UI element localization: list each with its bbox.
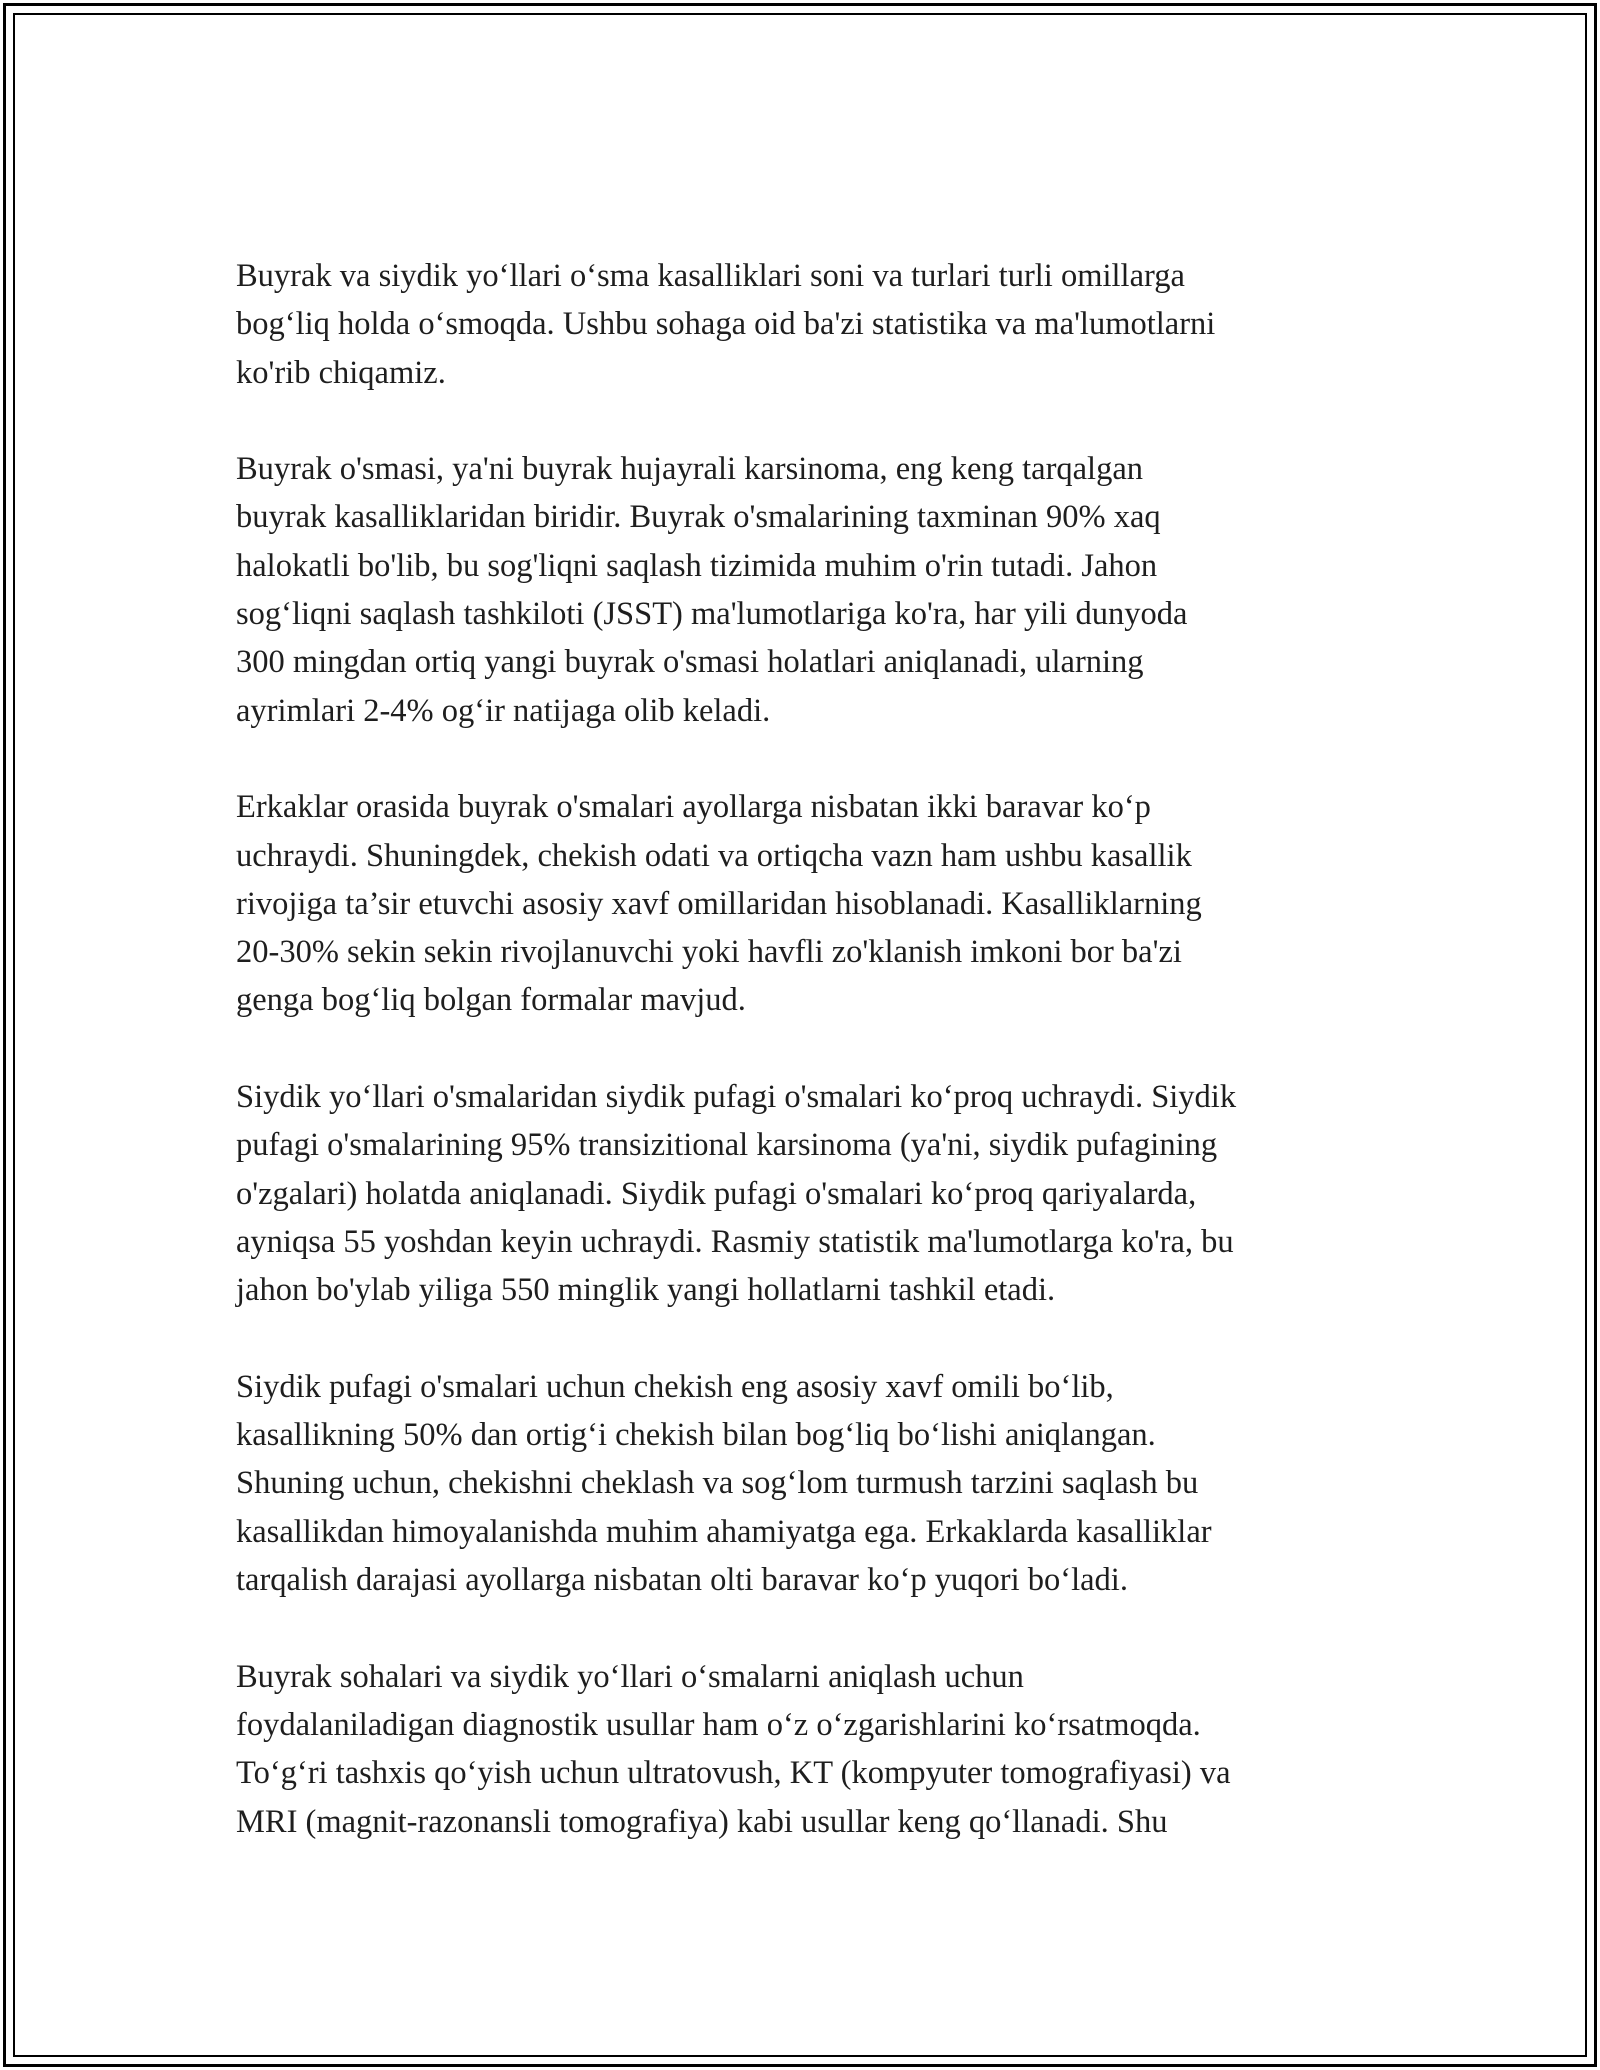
text-line: buyrak kasalliklaridan biridir. Buyrak o'smalarining taxminan 90% xaq — [236, 499, 1161, 536]
text-line: kasallikdan himoyalanishda muhim ahamiyatga ega. Erkaklarda kasalliklar — [236, 1513, 1212, 1550]
paragraph-4 — [236, 1073, 1376, 1314]
text-line: halokatli bo'lib, bu sog'liqni saqlash tizimida muhim o'rin tutadi. Jahon — [236, 547, 1158, 584]
paragraph-1 — [236, 252, 1376, 397]
text-line: Siydik pufagi o'smalari uchun chekish eng asosiy xavf omili bo‘lib, — [236, 1368, 1114, 1405]
text-line: bog‘liq holda o‘smoqda. Ushbu sohaga oid ba'zi statistika va ma'lumotlarni — [236, 306, 1216, 343]
text-line: To‘g‘ri tashxis qo‘yish uchun ultratovush, KT (kompyuter tomografiyasi) va — [236, 1755, 1231, 1792]
text-line: ko'rib chiqamiz. — [236, 354, 446, 391]
paragraph-5 — [236, 1363, 1376, 1604]
text-line: Siydik yo‘llari o'smalaridan siydik pufagi o'smalari ko‘proq uchraydi. Siydik — [236, 1079, 1237, 1116]
text-line: pufagi o'smalarining 95% transizitional karsinoma (ya'ni, siydik pufagining — [236, 1127, 1218, 1164]
text-line: o'zgalari) holatda aniqlanadi. Siydik pufagi o'smalari ko‘proq qariyalarda, — [236, 1175, 1197, 1212]
text-line: MRI (magnit-razonansli tomografiya) kabi usullar keng qo‘llanadi. Shu — [236, 1803, 1168, 1840]
text-line: kasallikning 50% dan ortig‘i chekish bilan bog‘liq bo‘lishi aniqlangan. — [236, 1417, 1156, 1454]
document-body — [236, 252, 1376, 1894]
text-line: Erkaklar orasida buyrak o'smalari ayollarga nisbatan ikki baravar ko‘p — [236, 789, 1151, 826]
text-line: genga bog‘liq bolgan formalar mavjud. — [236, 982, 746, 1019]
paragraph-3 — [236, 783, 1376, 1024]
text-line: 20-30% sekin sekin rivojlanuvchi yoki havfli zo'klanish imkoni bor ba'zi — [236, 934, 1182, 971]
text-line: 300 mingdan ortiq yangi buyrak o'smasi holatlari aniqlanadi, ularning — [236, 644, 1144, 681]
text-line: jahon bo'ylab yiliga 550 minglik yangi hollatlarni tashkil etadi. — [236, 1272, 1056, 1309]
text-line: sog‘liqni saqlash tashkiloti (JSST) ma'lumotlariga ko'ra, har yili dunyoda — [236, 596, 1188, 633]
text-line: Buyrak o'smasi, ya'ni buyrak hujayrali karsinoma, eng keng tarqalgan — [236, 451, 1144, 488]
text-line: Buyrak sohalari va siydik yo‘llari o‘smalarni aniqlash uchun — [236, 1658, 1024, 1695]
text-line: foydalaniladigan diagnostik usullar ham o‘z o‘zgarishlarini ko‘rsatmoqda. — [236, 1706, 1201, 1743]
text-line: uchraydi. Shuningdek, chekish odati va ortiqcha vazn ham ushbu kasallik — [236, 837, 1192, 874]
text-line: ayniqsa 55 yoshdan keyin uchraydi. Rasmiy statistik ma'lumotlarga ko'ra, bu — [236, 1223, 1234, 1260]
text-line: tarqalish darajasi ayollarga nisbatan olti baravar ko‘p yuqori bo‘ladi. — [236, 1562, 1128, 1599]
text-line: Shuning uchun, chekishni cheklash va sog‘lom turmush tarzini saqlash bu — [236, 1465, 1199, 1502]
text-line: rivojiga ta’sir etuvchi asosiy xavf omillaridan hisoblanadi. Kasalliklarning — [236, 885, 1202, 922]
text-line: ayrimlari 2-4% og‘ir natijaga olib keladi. — [236, 692, 771, 729]
text-line: Buyrak va siydik yo‘llari o‘sma kasalliklari soni va turlari turli omillarga — [236, 258, 1185, 294]
paragraph-2 — [236, 445, 1376, 735]
paragraph-6 — [236, 1653, 1376, 1846]
